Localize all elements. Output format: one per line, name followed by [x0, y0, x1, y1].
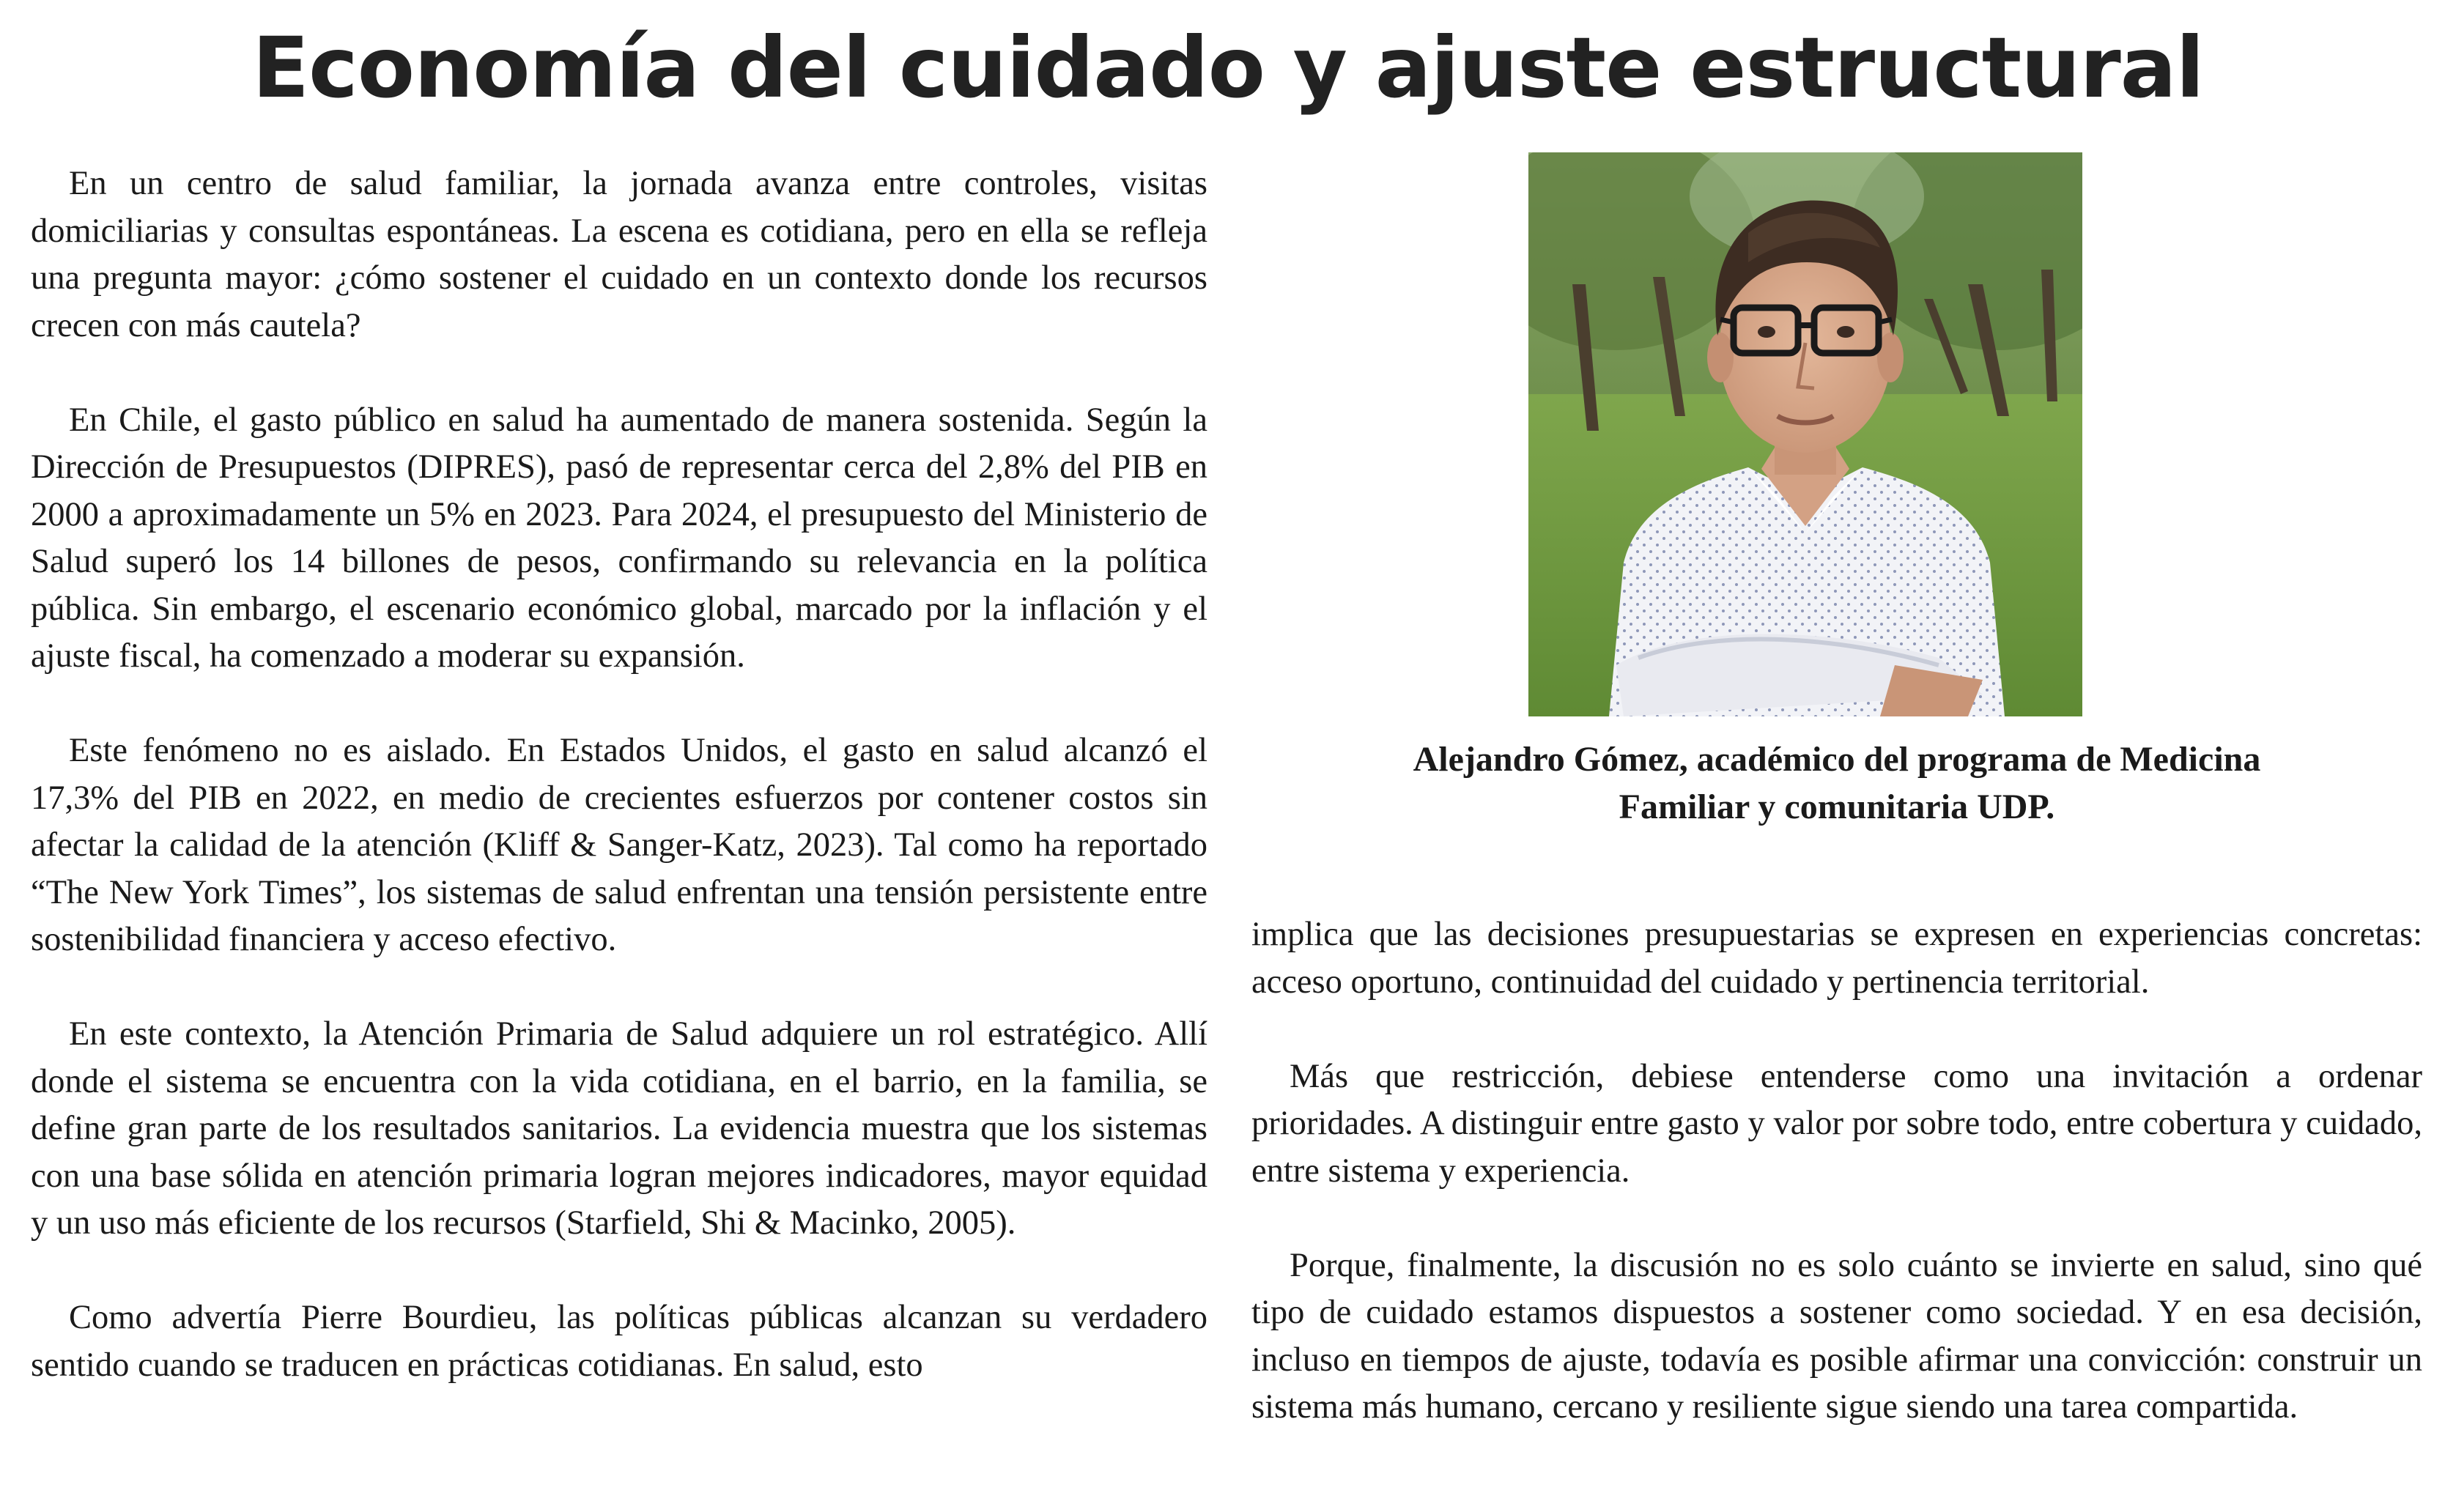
paragraph-5: Como advertía Pierre Bourdieu, las políticas públicas alcanzan su verdadero sentido cuando se traducen en prácticas cotidianas. En salud, esto — [31, 1299, 1207, 1384]
paragraph-4: En este contexto, la Atención Primaria de Salud adquiere un rol estratégico. Allí donde el sistema se encuentra con la vida cotidiana, en el barrio, en la familia, se define gran parte de los resultados sanitarios. La evidencia muestra que los sistemas con una base sólida en atención primaria logran mejores indicadores, mayor equidad y un uso más eficiente de los recursos (Starfield, Shi & Macinko, 2005). — [31, 1015, 1207, 1242]
paragraph-3: Este fenómeno no es aislado. En Estados Unidos, el gasto en salud alcanzó el 17,3% del PIB en 2022, en medio de crecientes esfuerzos por contener costos sin afectar la calidad de la atención (Kliff & Sanger-Katz, 2023). Tal como ha reportado “The New York Times”, los sistemas de salud enfrentan una tensión persistente entre sostenibilidad financiera y acceso efectivo. — [31, 732, 1207, 958]
left-column — [31, 160, 1207, 1437]
paragraph-7: Más que restricción, debiese entenderse como una invitación a ordenar prioridades. A distinguir entre gasto y valor por sobre todo, entre cobertura y cuidado, entre sistema y experiencia. — [1251, 1057, 2422, 1190]
author-portrait-photo — [1528, 152, 2082, 716]
paragraph-2: En Chile, el gasto público en salud ha aumentado de manera sostenida. Según la Dirección de Presupuestos (DIPRES), pasó de representar cerca del 2,8% del PIB en 2000 a aproximadamente un 5% en 2023. Para 2024, el presupuesto del Ministerio de Salud superó los 14 billones de pesos, confirmando su relevancia en la política pública. Sin embargo, el escenario económico global, marcado por la inflación y el ajuste fiscal, ha comenzado a moderar su expansión. — [31, 401, 1207, 675]
author-photo — [1528, 152, 2082, 716]
caption-line-1: Alejandro Gómez, académico del programa de Medicina — [1413, 740, 2261, 779]
article-title: Economía del cuidado y ajuste estructural — [252, 19, 2204, 116]
paragraph-6: implica que las decisiones presupuestarias se expresen en experiencias concretas: acceso oportuno, continuidad del cuidado y pertinencia territorial. — [1251, 916, 2422, 1001]
paragraph-1: En un centro de salud familiar, la jornada avanza entre controles, visitas domiciliarias y consultas espontáneas. La escena es cotidiana, pero en ella se refleja una pregunta mayor: ¿cómo sostener el cuidado en un contexto donde los recursos crecen con más cautela? — [31, 165, 1207, 344]
paragraph-8: Porque, finalmente, la discusión no es solo cuánto se invierte en salud, sino qué tipo de cuidado estamos dispuestos a sostener como sociedad. Y en esa decisión, incluso en tiempos de ajuste, todavía es posible afirmar una convicción: construir un sistema más humano, cercano y resiliente sigue siendo una tarea compartida. — [1251, 1246, 2422, 1426]
right-column — [1251, 911, 2422, 1478]
photo-caption — [1251, 735, 2422, 831]
caption-line-2: Familiar y comunitaria UDP. — [1619, 788, 2055, 826]
